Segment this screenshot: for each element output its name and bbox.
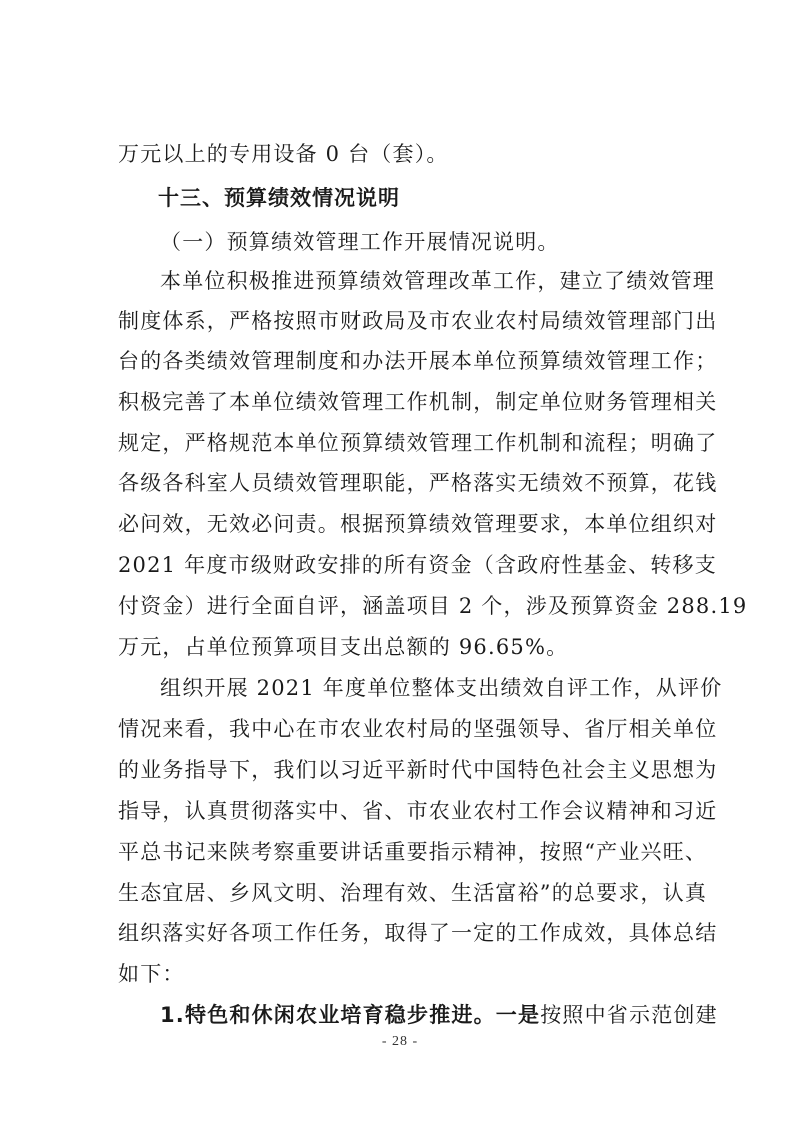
paragraph-line: 生态宜居、乡风文明、治理有效、生活富裕”的总要求，认真 <box>118 881 708 905</box>
section-heading: 十三、预算绩效情况说明 <box>158 186 400 210</box>
paragraph-line <box>160 1002 718 1028</box>
subsection-heading: （一）预算绩效管理工作开展情况说明。 <box>160 230 560 254</box>
paragraph-line: 情况来看，我中心在市农业农村局的坚强领导、省厅相关单位 <box>118 717 718 741</box>
page-number: - 28 - <box>381 1034 419 1049</box>
text-line: 万元以上的专用设备 0 台（套）。 <box>118 142 449 166</box>
bold-marker-text: 一是 <box>495 1003 541 1027</box>
paragraph-text: 按照中省示范创建 <box>540 1003 718 1027</box>
paragraph-line: 平总书记来陕考察重要讲话重要指示精神，按照“产业兴旺、 <box>118 840 708 864</box>
paragraph-line: 组织开展 2021 年度单位整体支出绩效自评工作，从评价 <box>160 676 723 700</box>
paragraph-line: 如下： <box>118 962 185 986</box>
paragraph-line: 2021 年度市级财政安排的所有资金（含政府性基金、转移支 <box>118 553 717 577</box>
bold-lead-text: 1.特色和休闲农业培育稳步推进。 <box>160 1003 496 1027</box>
paragraph-line: 本单位积极推进预算绩效管理改革工作，建立了绩效管理 <box>160 269 715 293</box>
paragraph-line: 指导，认真贯彻落实中、省、市农业农村工作会议精神和习近 <box>118 799 718 823</box>
paragraph-line: 规定，严格规范本单位预算绩效管理工作机制和流程；明确了 <box>118 431 718 455</box>
paragraph-line: 制度体系，严格按照市财政局及市农业农村局绩效管理部门出 <box>118 309 718 333</box>
paragraph-line: 积极完善了本单位绩效管理工作机制，制定单位财务管理相关 <box>118 390 718 414</box>
paragraph-line: 台的各类绩效管理制度和办法开展本单位预算绩效管理工作； <box>118 349 718 373</box>
paragraph-line: 各级各科室人员绩效管理职能，严格落实无绩效不预算，花钱 <box>118 471 718 495</box>
paragraph-line: 付资金）进行全面自评，涵盖项目 2 个，涉及预算资金 288.19 <box>118 594 748 618</box>
paragraph-line: 的业务指导下，我们以习近平新时代中国特色社会主义思想为 <box>118 758 718 782</box>
paragraph-line: 组织落实好各项工作任务，取得了一定的工作成效，具体总结 <box>118 921 718 945</box>
paragraph-line: 万元，占单位预算项目支出总额的 96.65%。 <box>118 635 569 659</box>
paragraph-line: 必问效，无效必问责。根据预算绩效管理要求，本单位组织对 <box>118 512 718 536</box>
